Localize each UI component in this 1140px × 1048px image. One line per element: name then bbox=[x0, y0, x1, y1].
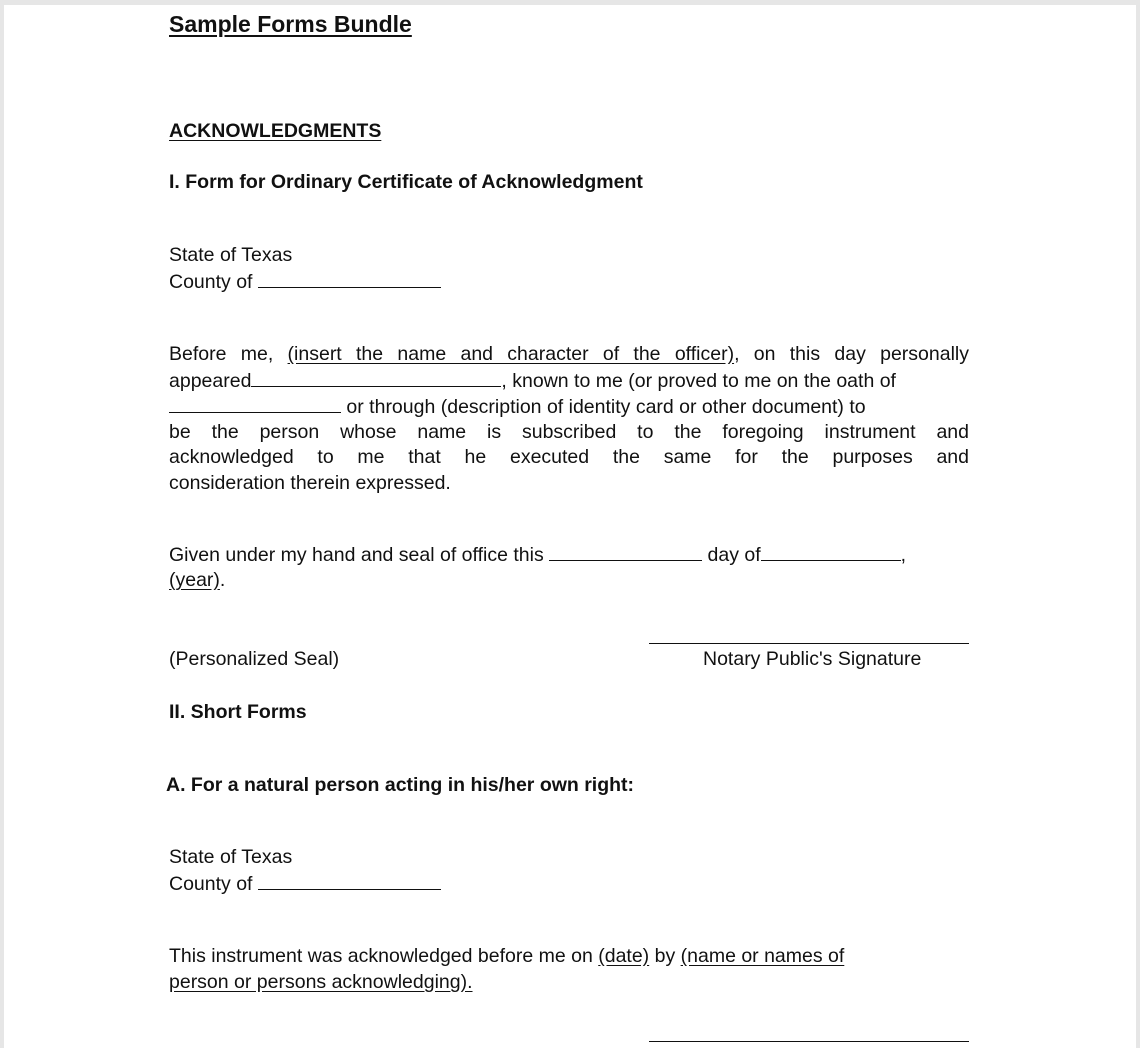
signature-label: Notary Public's Signature bbox=[703, 648, 922, 670]
text: . bbox=[219, 569, 226, 591]
date-placeholder: (date) bbox=[598, 945, 650, 967]
form1-heading: I. Form for Ordinary Certificate of Acknowledgment bbox=[169, 171, 643, 193]
form1-state: State of Texas bbox=[169, 244, 293, 266]
para-line-3 bbox=[169, 394, 969, 419]
signature-line-2[interactable] bbox=[649, 1041, 969, 1042]
text: appeared bbox=[169, 370, 252, 392]
appeared-blank[interactable] bbox=[251, 368, 501, 387]
names-placeholder: (name or names of bbox=[680, 945, 845, 967]
section-heading: ACKNOWLEDGMENTS bbox=[169, 120, 382, 142]
officer-placeholder: (insert the name and character of the officer) bbox=[287, 343, 735, 365]
document-title: Sample Forms Bundle bbox=[169, 11, 412, 37]
form2-heading: II. Short Forms bbox=[169, 701, 307, 723]
day-blank[interactable] bbox=[549, 542, 702, 561]
text: This instrument was acknowledged before me on bbox=[169, 945, 593, 967]
text: Before me, bbox=[169, 343, 274, 365]
month-blank[interactable] bbox=[761, 542, 901, 561]
form2-state: State of Texas bbox=[169, 846, 293, 868]
para-line-5: acknowledged to me that he executed the same for the purposes and bbox=[169, 446, 969, 468]
text: day of bbox=[707, 544, 761, 566]
year-line bbox=[169, 568, 225, 592]
given-line bbox=[169, 542, 906, 567]
seal-label: (Personalized Seal) bbox=[169, 648, 340, 670]
text: Given under my hand and seal of office this bbox=[169, 544, 544, 566]
county-blank[interactable] bbox=[258, 269, 441, 288]
text: , on this day personally bbox=[734, 343, 969, 365]
form2-line-1 bbox=[169, 944, 844, 968]
text: or through (description of identity card or other document) to bbox=[346, 396, 866, 418]
text: by bbox=[654, 945, 676, 967]
county-label: County of bbox=[169, 873, 253, 895]
para-line-1 bbox=[169, 342, 969, 366]
county-blank[interactable] bbox=[258, 871, 441, 890]
form1-county bbox=[169, 269, 441, 294]
para-line-6: consideration therein expressed. bbox=[169, 472, 451, 494]
text: , bbox=[900, 544, 907, 566]
oath-blank[interactable] bbox=[169, 394, 341, 413]
text: , known to me (or proved to me on the oath of bbox=[501, 370, 896, 392]
form2-line-2: person or persons acknowledging). bbox=[169, 971, 473, 993]
year-placeholder: (year) bbox=[169, 569, 220, 591]
form2-county bbox=[169, 871, 441, 896]
county-label: County of bbox=[169, 271, 253, 293]
signature-line[interactable] bbox=[649, 643, 969, 644]
para-line-2 bbox=[169, 368, 896, 393]
form2-subheading: A. For a natural person acting in his/her own right: bbox=[166, 774, 635, 796]
para-line-4: be the person whose name is subscribed to the foregoing instrument and bbox=[169, 421, 969, 443]
